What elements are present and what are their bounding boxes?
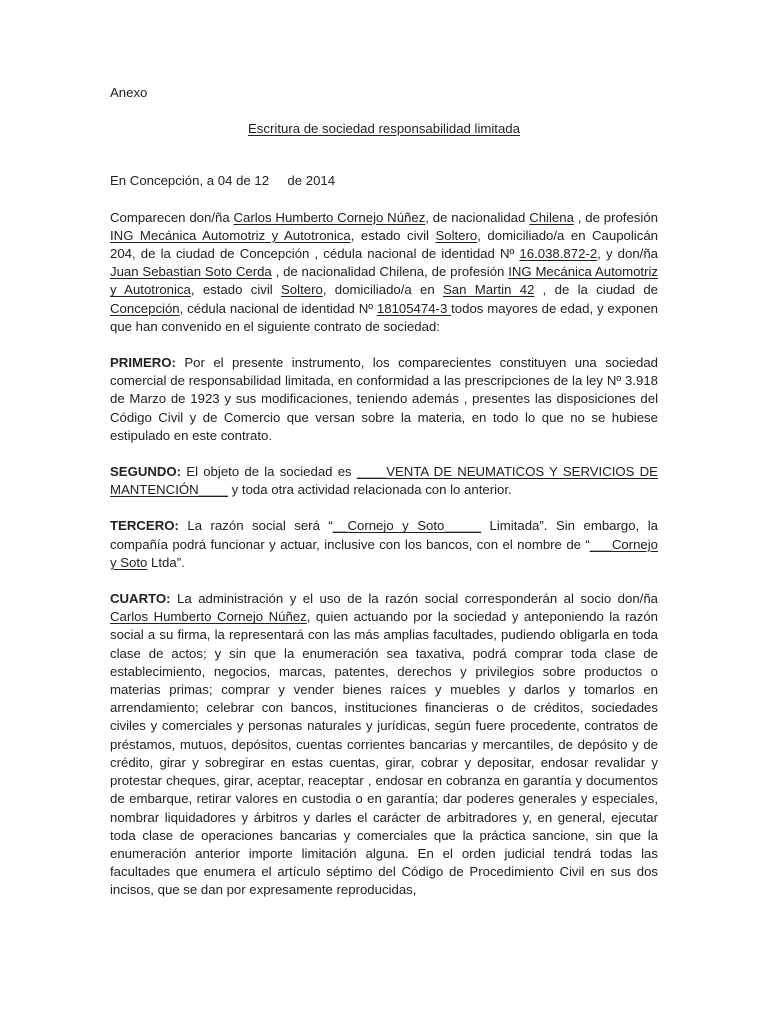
clause-segundo [110,463,658,499]
party2-name: Juan Sebastian Soto Cerda [110,264,272,280]
text-span: El objeto de la sociedad es [181,464,357,480]
party1-civil-status: Soltero [435,227,478,243]
party1-profession: ING Mecánica Automotriz y Autotronica [110,227,351,243]
clause-cuarto [110,590,658,899]
text-span: , estado civil [190,282,282,298]
company-legal-name: __Cornejo y Soto_____ [332,518,482,534]
clause-primero-text: Por el presente instrumento, los comparecientes constituyen una sociedad comercial de responsabilidad limitada, en conformidad a las prescripciones de la ley Nº 3.918 de Marzo de 1923 y sus modificaciones, teniendo además , presentes las disposiciones del Código Civil y de Comercio que versan sobre la materia, en todo lo que no se hubiese estipulado en este contrato. [110,355,658,443]
party1-nationality: Chilena [529,209,574,225]
text-span: , de profesión [573,209,658,225]
text-span: , domiciliado/a en Caupolicán 204, de la ciudad de Concepción , cédula nacional de identidad Nº [110,227,659,262]
text-span: La administración y el uso de la razón social corresponderán al socio don/ña [170,591,658,607]
text-span: , de nacionalidad [425,209,530,225]
document-title [110,120,658,138]
party2-civil-status: Soltero [281,282,323,298]
company-trade-name: ___Cornejo y Soto [110,536,658,570]
text-span: , de la ciudad de [534,282,658,298]
party2-id: 18105474-3 [376,300,452,316]
company-purpose: ____VENTA DE NEUMATICOS Y SERVICIOS DE MANTENCIÓN____ [110,464,658,498]
text-span: , estado civil [350,227,436,243]
clause-tercero-label: TERCERO: [110,518,179,534]
paragraph-comparecen [110,209,658,336]
dateline: En Concepción, a 04 de 12 de 2014 [110,173,336,189]
text-span: , de nacionalidad Chilena, de profesión [271,264,509,280]
text-span: Comparecen don/ña [110,209,234,225]
clause-cuarto-label: CUARTO: [110,591,171,607]
clause-tercero [110,517,658,572]
administrator-name: Carlos Humberto Cornejo Núñez [110,609,307,625]
text-span: todos mayores de edad, y exponen que han convenido en el siguiente contrato de sociedad: [110,300,659,334]
text-span: , domiciliado/a en [322,282,444,298]
party2-profession: ING Mecánica Automotriz y Autotronica [110,264,659,298]
text-span: y toda otra actividad relacionada con lo anterior. [228,482,512,498]
clause-primero [110,354,658,445]
clause-primero-label: PRIMERO: [110,355,176,371]
text-span: , cédula nacional de identidad Nº [179,300,377,316]
document-title-text: Escritura de sociedad responsabilidad limitada [248,121,520,137]
party1-id: 16.038.872-2 [519,246,598,262]
text-span: Ltda”. [147,554,185,570]
annex-label: Anexo [110,85,148,100]
text-span: La razón social será “ [178,518,333,534]
party2-city: Concepción [110,300,180,316]
clause-segundo-label: SEGUNDO: [110,464,182,480]
text-span: Limitada”. Sin embargo, la compañía podrá funcionar y actuar, inclusive con los bancos, con el nombre de “ [110,518,658,552]
party2-address: San Martin 42 [443,282,535,298]
text-span: , quien actuando por la sociedad y anteponiendo la razón social a su firma, la representará con las más amplias facultades, pudiendo obligarla en toda clase de actos; y sin que la enumeración sea taxativa, podrá comprar toda clase de establecimiento, negocios, marcas, patentes, derechos y privilegios sobre productos o materias primas; comprar y vender bienes raíces y muebles y darlos y tomarlos en arrendamiento; celebrar con bancos, instituciones financieras o de créditos, sociedades civiles y comerciales y personas naturales y jurídicas, según fuere procedente, contratos de préstamos, mutuos, depósitos, cuentas corrientes bancarias y mercantiles, de depósito y de crédito, girar y sobregirar en estas cuentas, girar, cobrar y depositar, endosar revalidar y protestar cheques, girar, aceptar, reaceptar , endosar en cobranza en garantía y documentos de embarque, retirar valores en custodia o en garantía; dar poderes generales y especiales, nombrar liquidadores y árbitros y darles el carácter de arbitradores y, en general, ejecutar toda clase de operaciones bancarias y comerciales que la práctica sancione, sin que la enumeración anterior importe limitación alguna. En el orden judicial tendrá todas las facultades que enumera el artículo séptimo del Código de Procedimiento Civil en sus dos incisos, que se dan por expresamente reproducidas, [110,609,658,898]
text-span: , y don/ña [597,246,658,262]
party1-name: Carlos Humberto Cornejo Núñez [233,209,426,225]
document-page [110,84,658,900]
